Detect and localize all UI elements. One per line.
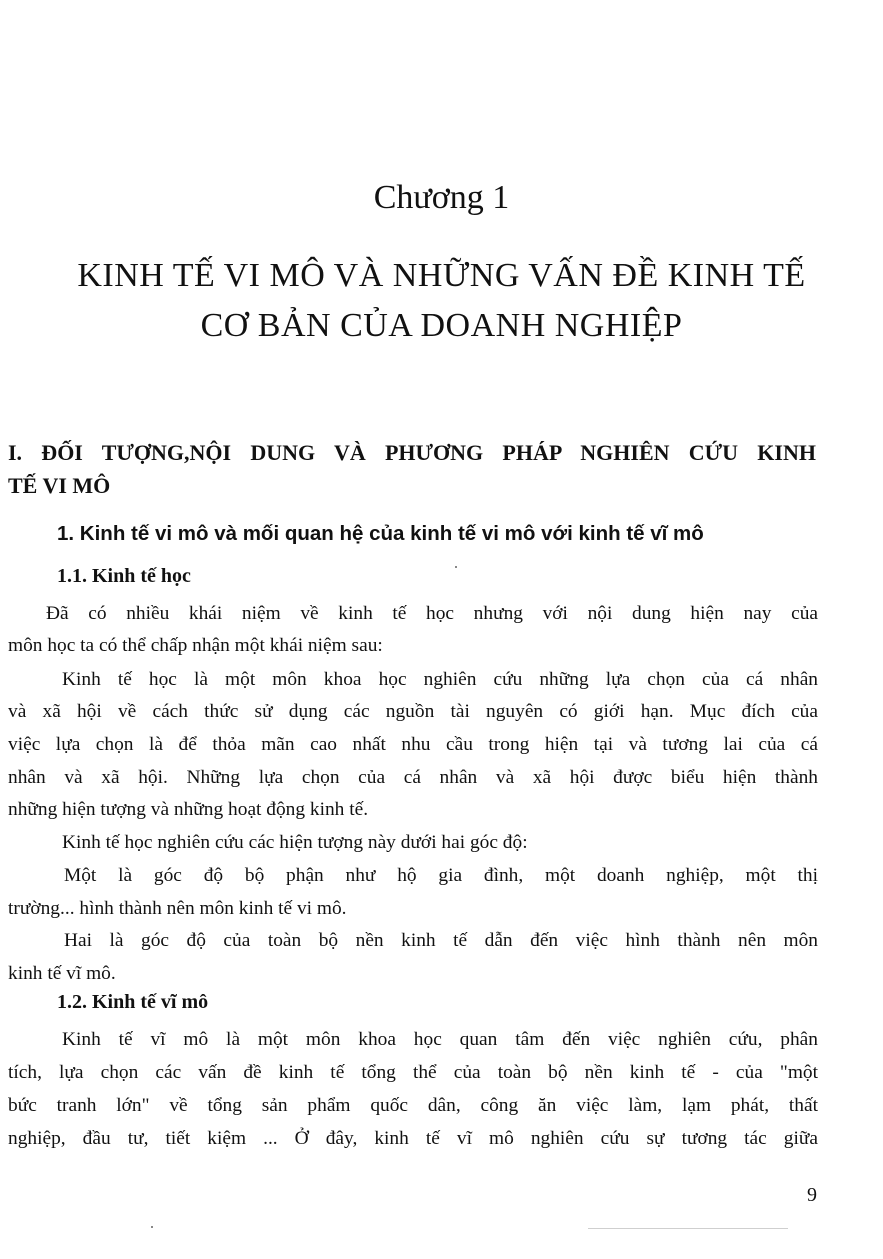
text-line: nhân và xã hội. Những lựa chọn của cá nhân và xã hội được biểu hiện thành [8,767,818,788]
scan-artifact-dot [151,1226,153,1228]
text-line: nghiệp, đầu tư, tiết kiệm ... Ở đây, kinh tế vĩ mô nghiên cứu sự tương tác giữa [8,1128,818,1149]
text-line: Kinh tế vĩ mô là một môn khoa học quan tâm đến việc nghiên cứu, phân [62,1029,818,1050]
chapter-title-line-1: KINH TẾ VI MÔ VÀ NHỮNG VẤN ĐỀ KINH TẾ [77,257,806,294]
text-line: kinh tế vĩ mô. [8,963,116,984]
heading-1-2: 1.2. Kinh tế vĩ mô [57,991,209,1013]
text-line: tích, lựa chọn các vấn đề kinh tế tổng thể của toàn bộ nền kinh tế - của "một [8,1062,818,1083]
section-heading-line-2: TẾ VI MÔ [8,473,111,498]
text-line: việc lựa chọn là để thỏa mãn cao nhất nhu cầu trong hiện tại và tương lai của cá [8,734,818,755]
text-line: Một là góc độ bộ phận như hộ gia đình, một doanh nghiệp, một thị [64,865,818,886]
text-line: Kinh tế học nghiên cứu các hiện tượng này dưới hai góc độ: [62,832,528,853]
text-line: môn học ta có thể chấp nhận một khái niệm sau: [8,635,383,656]
section-heading-line-1: I. ĐỐI TƯỢNG,NỘI DUNG VÀ PHƯƠNG PHÁP NGHIÊN CỨU KINH [8,440,816,465]
text-line: và xã hội về cách thức sử dụng các nguồn tài nguyên có giới hạn. Mục đích của [8,701,818,722]
scan-artifact-line [588,1228,788,1229]
text-line: những hiện tượng và những hoạt động kinh tế. [8,799,369,820]
text-line: trường... hình thành nên môn kinh tế vi mô. [8,898,347,919]
subsection-heading: 1. Kinh tế vi mô và mối quan hệ của kinh tế vi mô với kinh tế vĩ mô [57,522,704,545]
text-line: bức tranh lớn" về tổng sản phẩm quốc dân, công ăn việc làm, lạm phát, thất [8,1095,818,1116]
page-number: 9 [807,1184,817,1206]
chapter-title-line-2: CƠ BẢN CỦA DOANH NGHIỆP [200,307,683,344]
heading-1-1: 1.1. Kinh tế học [57,565,191,587]
scan-artifact-dot [455,566,457,568]
text-line: Kinh tế học là một môn khoa học nghiên cứu những lựa chọn của cá nhân [62,669,818,690]
chapter-label: Chương 1 [373,179,510,216]
text-line: Đã có nhiều khái niệm về kinh tế học nhưng với nội dung hiện nay của [46,603,818,624]
text-line: Hai là góc độ của toàn bộ nền kinh tế dẫn đến việc hình thành nên môn [64,930,818,951]
